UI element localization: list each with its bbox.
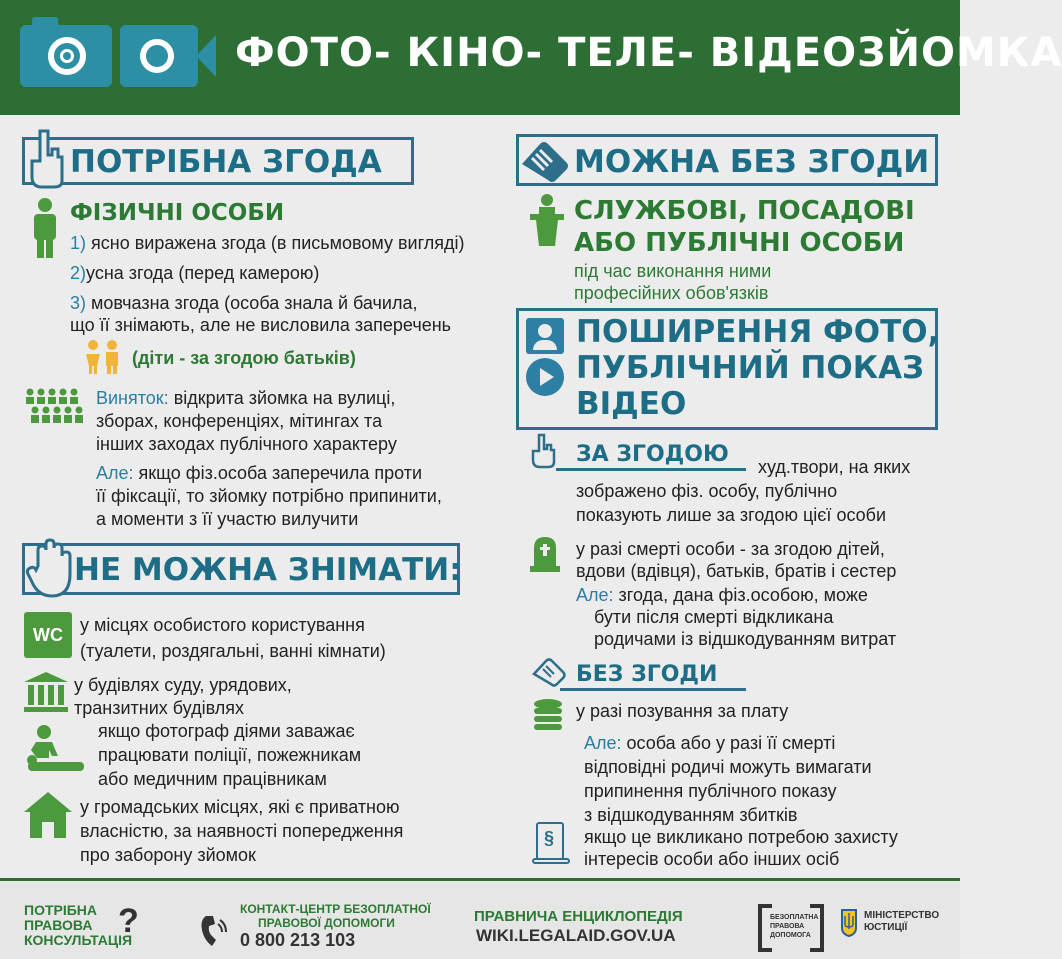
person-icon [32, 198, 58, 258]
stop-hand-icon [30, 540, 70, 596]
wiki-title: ПРАВНИЧА ЕНЦИКЛОПЕДІЯ [474, 908, 683, 925]
consult-line-1: ПОТРІБНА [24, 902, 98, 918]
finger-point-icon [532, 434, 556, 468]
but-line-1: Але: якщо фіз.особа заперечила проти [96, 463, 423, 483]
law-line-1: якщо це викликано потребою захисту [584, 827, 898, 847]
exception-line-1: Виняток: відкрита зйомка на вулиці, [96, 388, 396, 408]
but-line-3: а моменти з її участю вилучити [96, 509, 359, 529]
paid-posing-line: у разі позування за плату [576, 701, 789, 721]
video-camera-icon [120, 25, 198, 87]
death-but-line-2: бути після смерті відкликана [594, 607, 834, 627]
officials-sub-2: професійних обов'язків [574, 283, 769, 303]
court-building-icon [24, 672, 68, 712]
tombstone-icon [530, 536, 560, 572]
with-consent-line-1: худ.твори, на яких [758, 457, 911, 477]
coins-icon [532, 698, 564, 732]
with-consent-underline [556, 468, 746, 471]
cannot-item-3-line-2: працювати поліції, пожежникам [98, 745, 362, 765]
cannot-item-3-line-1: якщо фотограф діями заважає [98, 721, 355, 741]
phone-icon [200, 914, 228, 948]
cannot-item-1-line-2: (туалети, роздягальні, ванні кімнати) [80, 641, 386, 661]
without-consent-title: БЕЗ ЗГОДИ [576, 662, 718, 687]
without-consent-underline [560, 688, 746, 691]
cannot-item-4-line-2: власністю, за наявності попередження [80, 821, 404, 841]
contact-line-2: ПРАВОВОЇ ДОПОМОГИ [258, 916, 395, 930]
photo-camera-icon [20, 25, 112, 87]
law-document-icon: § [532, 822, 570, 866]
wiki-url[interactable]: WIKI.LEGALAID.GOV.UA [476, 926, 676, 945]
with-consent-title: ЗА ЗГОДОЮ [576, 442, 729, 467]
ministry-line-2: ЮСТИЦІЇ [864, 922, 908, 933]
with-consent-line-3: показують лише за згодою цієї особи [576, 505, 887, 525]
consent-item-3-cont: що її знімають, але не висловила заперечень [70, 315, 452, 335]
cannot-item-1-line-1: у місцях особистого користування [80, 615, 365, 635]
cannot-item-2-line-2: транзитних будівлях [74, 698, 244, 718]
play-video-icon [526, 358, 564, 396]
page-title: ФОТО- КІНО- ТЕЛЕ- ВІДЕОЗЙОМКА [235, 30, 1062, 76]
small-handshake-icon [532, 656, 566, 686]
death-line-2: вдови (вдівця), батьків, братів і сестер [576, 561, 897, 581]
first-aid-icon [22, 724, 88, 772]
officials-sub-1: під час виконання ними [574, 261, 772, 281]
officials-title-1: СЛУЖБОВІ, ПОСАДОВІ [574, 196, 915, 226]
cannot-item-2-line-1: у будівлях суду, урядових, [74, 675, 292, 695]
children-note: (діти - за згодою батьків) [132, 348, 356, 368]
trident-emblem-icon [840, 908, 858, 936]
no-consent-title: МОЖНА БЕЗ ЗГОДИ [574, 144, 930, 180]
cannot-item-3-line-3: або медичним працівникам [98, 769, 327, 789]
law-line-2: інтересів особи або інших осіб [584, 849, 840, 869]
cannot-item-4-line-3: про заборону зйомок [80, 845, 256, 865]
paid-but-line-3: припинення публічного показу [584, 781, 837, 801]
portrait-icon [526, 318, 564, 354]
exception-line-3: інших заходах публічного характеру [96, 434, 397, 454]
crowd-icon [24, 388, 86, 424]
death-but-line-1: Але: згода, дана фіз.особою, може [576, 585, 868, 605]
paid-but-line-1: Але: особа або у разі її смерті [584, 733, 836, 753]
paid-but-line-2: відповідні родичі можуть вимагати [584, 757, 872, 777]
death-line-1: у разі смерті особи - за згодою дітей, [576, 539, 885, 559]
consent-item-1: 1) ясно виражена згода (в письмовому вигляді) [70, 233, 465, 253]
consent-item-2: 2)усна згода (перед камерою) [70, 263, 320, 283]
consent-item-3: 3) мовчазна згода (особа знала й бачила, [70, 293, 418, 313]
raised-finger-icon [30, 129, 64, 187]
children-icon [84, 340, 122, 374]
death-but-line-3: родичами із відшкодуванням витрат [594, 629, 897, 649]
question-mark-icon: ? [118, 902, 139, 940]
consult-line-2: ПРАВОВА [24, 917, 93, 933]
distribution-title-3: ВІДЕО [576, 386, 687, 422]
consult-line-3: КОНСУЛЬТАЦІЯ [24, 932, 133, 948]
consent-required-title: ПОТРІБНА ЗГОДА [70, 144, 382, 180]
cannot-item-4-line-1: у громадських місцях, які є приватною [80, 797, 400, 817]
legal-aid-logo: БЕЗОПЛАТНА ПРАВОВА ДОПОМОГА [758, 904, 824, 952]
wc-sign-icon: WC [24, 612, 72, 658]
but-line-2: її фіксації, то зйомку потрібно припинити, [96, 486, 442, 506]
with-consent-line-2: зображено фіз. особу, публічно [576, 481, 838, 501]
video-camera-lens-part [196, 35, 216, 77]
distribution-title-1: ПОШИРЕННЯ ФОТО, [576, 314, 940, 350]
podium-speaker-icon [530, 194, 564, 246]
ministry-line-1: МІНІСТЕРСТВО [864, 910, 940, 921]
handshake-icon [518, 136, 572, 182]
individuals-title: ФІЗИЧНІ ОСОБИ [70, 200, 285, 226]
phone-number[interactable]: 0 800 213 103 [240, 930, 356, 950]
house-icon [24, 792, 72, 838]
exception-line-2: зборах, конференціях, мітингах та [96, 411, 383, 431]
officials-title-2: АБО ПУБЛІЧНІ ОСОБИ [574, 228, 905, 258]
paid-but-line-4: з відшкодуванням збитків [584, 805, 798, 825]
contact-line-1: КОНТАКТ-ЦЕНТР БЕЗОПЛАТНОЇ [240, 902, 431, 916]
distribution-title-2: ПУБЛІЧНИЙ ПОКАЗ [576, 350, 925, 386]
cannot-film-title: НЕ МОЖНА ЗНІМАТИ: [74, 552, 462, 588]
